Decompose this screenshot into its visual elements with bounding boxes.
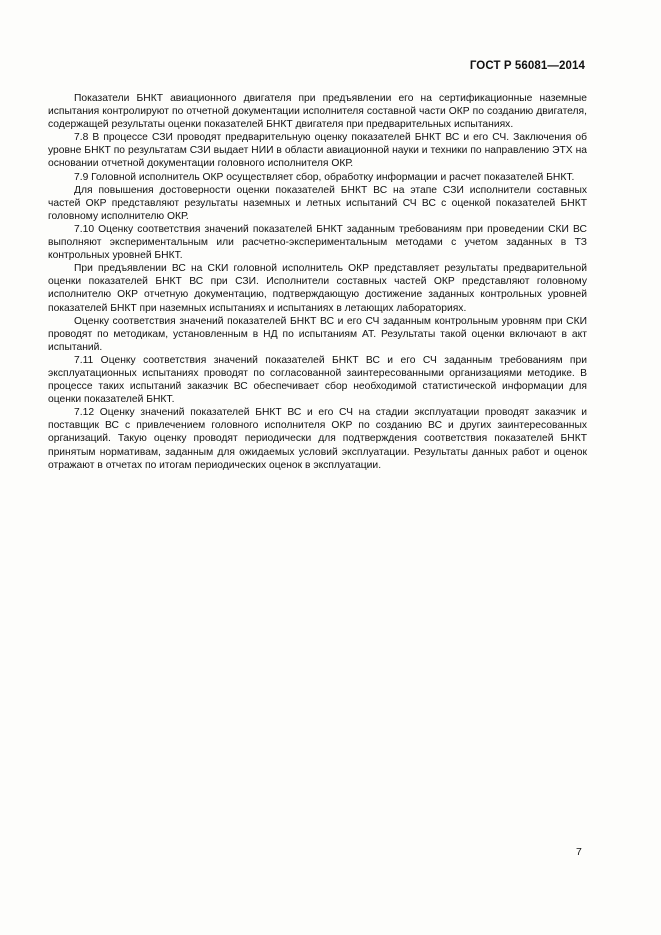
- paragraph: Оценку соответствия значений показателей БНКТ ВС и его СЧ заданным контрольным уровням при СКИ проводят по методикам, установленным в НД по испытаниям АТ. Результаты такой оценки включают в акт испытаний.: [48, 315, 587, 353]
- document-code: ГОСТ Р 56081—2014: [469, 60, 585, 72]
- paragraph: Для повышения достоверности оценки показателей БНКТ ВС на этапе СЗИ исполнители составных частей ОКР представляют результаты наземных и летных испытаний СЧ ВС с оценкой показателей БНКТ головному исполнителю ОКР.: [48, 184, 587, 222]
- paragraph: При предъявлении ВС на СКИ головной исполнитель ОКР представляет результаты предварительной оценки показателей БНКТ ВС при СЗИ. Исполнители составных частей ОКР представляют головному исполнителю ОКР отчетную документацию, подтверждающую достижение заданных контрольных уровней показателей БНКТ при наземных испытаниях и испытаниях в летающих лабораториях.: [48, 263, 587, 314]
- paragraph: 7.11 Оценку соответствия значений показателей БНКТ ВС и его СЧ заданным требованиям при эксплуатационных испытаниях проводят по согласованной заинтересованными организациями методике. В процессе таких испытаний заказчик ВС обеспечивает сбор необходимой статистической информации для оценки показателей БНКТ.: [48, 354, 587, 406]
- paragraph: 7.10 Оценку соответствия значений показателей БНКТ заданным требованиям при проведении СКИ ВС выполняют экспериментальным или расчетно-экспериментальным методами с учетом заданных в ТЗ контрольных уровней БНКТ.: [48, 223, 587, 262]
- document-body: [48, 92, 587, 472]
- paragraph: Показатели БНКТ авиационного двигателя при предъявлении его на сертификационные наземные испытания контролируют по отчетной документации исполнителя составной части ОКР по созданию двигателя, содержащей результаты оценки показателей БНКТ двигателя при предварительных испытаниях.: [48, 93, 587, 131]
- paragraph: 7.8 В процессе СЗИ проводят предварительную оценку показателей БНКТ ВС и его СЧ. Заключения об уровне БНКТ по результатам СЗИ выдает НИИ в области авиационной науки и техники по направлению ЭТХ на основании отчетной документации головного исполнителя ОКР.: [48, 132, 587, 170]
- paragraph: 7.12 Оценку значений показателей БНКТ ВС и его СЧ на стадии эксплуатации проводят заказчик и поставщик ВС с привлечением головного исполнителя ОКР по созданию ВС и других заинтересованных организаций. Такую оценку проводят периодически для подтверждения соответствия показателей БНКТ принятым нормативам, заданным для ожидаемых условий эксплуатации. Результаты данных работ и оценок отражают в отчетах по итогам периодических оценок в эксплуатации.: [48, 407, 587, 471]
- paragraph: 7.9 Головной исполнитель ОКР осуществляет сбор, обработку информации и расчет показателей БНКТ.: [74, 171, 575, 183]
- page-number: 7: [576, 846, 582, 858]
